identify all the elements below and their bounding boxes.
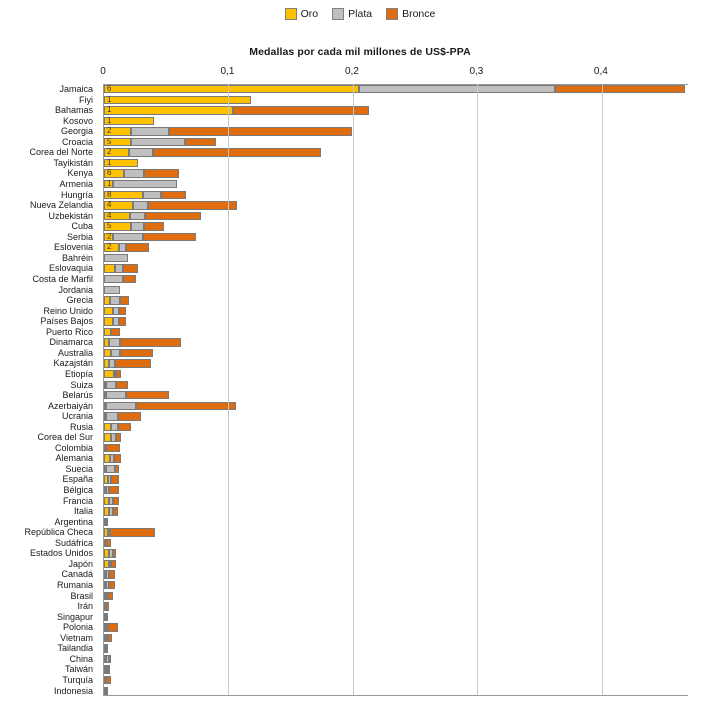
bar-row bbox=[104, 191, 186, 199]
bar-value-label: 5 bbox=[107, 136, 112, 146]
bar-value-label: 2 bbox=[107, 126, 112, 136]
category-label: Suiza bbox=[70, 379, 93, 390]
bar-row bbox=[104, 391, 169, 399]
bar-segment-bronce bbox=[120, 349, 152, 357]
bar-segment-plata bbox=[104, 254, 128, 262]
bar-row bbox=[104, 233, 196, 241]
category-label: Taiwán bbox=[64, 664, 93, 675]
bar-value-label: 4 bbox=[107, 210, 112, 220]
bar-row bbox=[104, 328, 120, 336]
bar-segment-plata bbox=[113, 180, 178, 188]
bar-segment-plata bbox=[106, 465, 115, 473]
category-label: Argentina bbox=[54, 516, 93, 527]
gridline bbox=[477, 84, 478, 695]
bar-value-label: 2 bbox=[107, 242, 112, 252]
bar-segment-bronce bbox=[143, 233, 197, 241]
bar-value-label: 6 bbox=[107, 84, 112, 94]
category-label: Reino Unido bbox=[43, 305, 93, 316]
bar-segment-bronce bbox=[113, 549, 117, 557]
bar-segment-bronce bbox=[120, 296, 129, 304]
bar-row bbox=[104, 560, 116, 568]
legend-label: Bronce bbox=[402, 8, 436, 20]
bar-segment-oro bbox=[104, 328, 111, 336]
category-label: Costa de Marfil bbox=[32, 273, 93, 284]
gridline bbox=[353, 84, 354, 695]
bar-row bbox=[104, 148, 321, 156]
bar-segment-bronce bbox=[126, 243, 148, 251]
bar-row bbox=[104, 402, 236, 410]
bar-segment-bronce bbox=[116, 433, 121, 441]
bar-value-label: 8 bbox=[107, 189, 112, 199]
bar-row bbox=[104, 528, 155, 536]
bar-segment-bronce bbox=[233, 106, 369, 114]
category-label: Armenia bbox=[59, 179, 93, 190]
bar-segment-bronce bbox=[109, 486, 119, 494]
category-label: Bélgica bbox=[63, 485, 93, 496]
bar-row bbox=[104, 106, 369, 114]
category-label: Grecia bbox=[66, 295, 93, 306]
category-label: Turquía bbox=[62, 674, 93, 685]
category-label: España bbox=[62, 474, 93, 485]
bar-row bbox=[104, 212, 201, 220]
chart-legend bbox=[0, 8, 720, 20]
category-label: Francia bbox=[62, 495, 93, 506]
category-label: Tailandia bbox=[57, 643, 93, 654]
bar-value-label: 4 bbox=[107, 200, 112, 210]
bar-segment-plata bbox=[143, 191, 162, 199]
gridline bbox=[602, 84, 603, 695]
bar-segment-bronce bbox=[113, 507, 118, 515]
bar-row bbox=[104, 613, 108, 621]
category-label: Belarús bbox=[62, 390, 93, 401]
bar-segment-bronce bbox=[110, 528, 155, 536]
bar-segment-bronce bbox=[144, 169, 179, 177]
bar-segment-plata bbox=[106, 518, 108, 526]
bar-value-label: 1 bbox=[107, 157, 112, 167]
bar-row bbox=[104, 676, 111, 684]
bar-row bbox=[104, 169, 179, 177]
bar-segment-plata bbox=[111, 349, 120, 357]
category-label: Cuba bbox=[71, 221, 93, 232]
bar-segment-oro bbox=[104, 433, 111, 441]
bar-segment-bronce bbox=[126, 391, 168, 399]
bar-segment-bronce bbox=[106, 687, 108, 695]
bar-segment-bronce bbox=[109, 581, 115, 589]
bar-row bbox=[104, 623, 118, 631]
bar-segment-plata bbox=[131, 222, 143, 230]
bar-segment-plata bbox=[119, 243, 126, 251]
bar-segment-bronce bbox=[106, 644, 108, 652]
bar-segment-bronce bbox=[109, 570, 115, 578]
category-label: Países Bajos bbox=[40, 316, 93, 327]
bar-value-label: 5 bbox=[107, 221, 112, 231]
bar-row bbox=[104, 275, 136, 283]
category-label: Vietnam bbox=[60, 632, 93, 643]
bar-segment-oro bbox=[104, 117, 154, 125]
bar-row bbox=[104, 338, 181, 346]
category-label: Canadá bbox=[61, 569, 93, 580]
bar-row bbox=[104, 317, 126, 325]
bar-segment-plata bbox=[104, 275, 123, 283]
bar-row bbox=[104, 370, 121, 378]
bar-segment-plata bbox=[106, 412, 117, 420]
bar-segment-plata bbox=[104, 286, 120, 294]
x-tick-label: 0 bbox=[100, 66, 106, 77]
bar-value-label: 2 bbox=[107, 147, 112, 157]
bar-segment-bronce bbox=[123, 264, 138, 272]
bar-segment-plata bbox=[131, 138, 185, 146]
category-label: Georgia bbox=[60, 126, 93, 137]
category-label: Nueva Zelandia bbox=[29, 200, 93, 211]
category-label: Tayikistán bbox=[53, 157, 93, 168]
bar-segment-bronce bbox=[106, 539, 111, 547]
bar-row bbox=[104, 634, 112, 642]
bar-segment-bronce bbox=[148, 201, 238, 209]
category-label: Irán bbox=[77, 601, 93, 612]
bar-segment-bronce bbox=[144, 222, 164, 230]
bar-segment-bronce bbox=[108, 623, 118, 631]
bar-row bbox=[104, 359, 151, 367]
bar-segment-bronce bbox=[123, 275, 137, 283]
bar-row bbox=[104, 486, 119, 494]
category-label: Australia bbox=[57, 347, 93, 358]
bar-row bbox=[104, 687, 108, 695]
category-label: Singapur bbox=[56, 611, 93, 622]
bar-segment-plata bbox=[106, 402, 136, 410]
bar-segment-plata bbox=[133, 201, 148, 209]
bar-segment-bronce bbox=[118, 423, 132, 431]
bar-segment-bronce bbox=[119, 307, 126, 315]
bar-segment-plata bbox=[113, 233, 143, 241]
category-label: Indonesia bbox=[53, 685, 93, 696]
bar-segment-bronce bbox=[114, 454, 121, 462]
bar-row bbox=[104, 465, 119, 473]
category-label: Kazajstán bbox=[53, 358, 93, 369]
category-label: Suecia bbox=[65, 463, 93, 474]
bar-row bbox=[104, 222, 164, 230]
category-label: Croacia bbox=[61, 136, 93, 147]
category-label: Etiopía bbox=[64, 368, 93, 379]
legend-swatch-icon bbox=[332, 8, 344, 20]
category-label: Kenya bbox=[67, 168, 93, 179]
bar-segment-bronce bbox=[108, 665, 110, 673]
legend-item bbox=[386, 8, 435, 20]
bar-row bbox=[104, 570, 115, 578]
x-tick-label: 0,1 bbox=[220, 66, 235, 77]
category-label: Estados Unidos bbox=[29, 548, 93, 559]
bar-value-label: 6 bbox=[107, 168, 112, 178]
bar-row bbox=[104, 581, 115, 589]
x-tick-label: 0,4 bbox=[593, 66, 608, 77]
bar-segment-bronce bbox=[116, 381, 127, 389]
bar-segment-oro bbox=[104, 317, 113, 325]
bar-segment-bronce bbox=[136, 402, 236, 410]
bar-row bbox=[104, 433, 121, 441]
bar-value-label: 1 bbox=[107, 105, 112, 115]
bar-segment-plata bbox=[106, 381, 116, 389]
bar-segment-oro bbox=[104, 370, 114, 378]
category-label: Brasil bbox=[70, 590, 93, 601]
category-label: República Checa bbox=[24, 527, 93, 538]
bar-segment-bronce bbox=[106, 444, 120, 452]
bar-segment-oro bbox=[104, 106, 233, 114]
category-label: Sudáfrica bbox=[54, 537, 93, 548]
bar-row bbox=[104, 497, 119, 505]
bar-row bbox=[104, 454, 121, 462]
x-tick-label: 0,3 bbox=[469, 66, 484, 77]
gridline bbox=[228, 84, 229, 695]
category-label: Bahréin bbox=[61, 252, 93, 263]
bar-segment-bronce bbox=[106, 676, 111, 684]
bar-row bbox=[104, 507, 118, 515]
category-label: Jordania bbox=[58, 284, 93, 295]
bar-row bbox=[104, 665, 110, 673]
bar-segment-bronce bbox=[161, 191, 186, 199]
bar-segment-oro bbox=[104, 349, 111, 357]
bar-segment-bronce bbox=[115, 359, 151, 367]
bar-row bbox=[104, 655, 111, 663]
legend-swatch-icon bbox=[386, 8, 398, 20]
legend-label: Oro bbox=[300, 8, 319, 20]
bar-segment-plata bbox=[106, 613, 108, 621]
bar-segment-bronce bbox=[185, 138, 216, 146]
bar-segment-bronce bbox=[111, 328, 120, 336]
bar-row bbox=[104, 201, 237, 209]
bar-row bbox=[104, 286, 120, 294]
bar-segment-bronce bbox=[106, 602, 108, 610]
category-label: Alemania bbox=[55, 453, 93, 464]
bar-segment-bronce bbox=[120, 338, 181, 346]
category-label: Corea del Norte bbox=[29, 147, 93, 158]
bar-segment-plata bbox=[110, 296, 120, 304]
bar-row bbox=[104, 602, 109, 610]
bar-segment-bronce bbox=[145, 212, 201, 220]
bar-row bbox=[104, 180, 177, 188]
bar-segment-plata bbox=[129, 148, 153, 156]
bar-segment-bronce bbox=[555, 85, 686, 93]
bar-segment-oro bbox=[104, 423, 111, 431]
bar-row bbox=[104, 264, 138, 272]
legend-item bbox=[285, 8, 319, 20]
bar-segment-plata bbox=[106, 391, 126, 399]
bar-value-label: 2 bbox=[107, 231, 112, 241]
category-label: Rumania bbox=[56, 579, 93, 590]
category-label: Bahamas bbox=[54, 105, 93, 116]
bar-segment-plata bbox=[359, 85, 554, 93]
bar-segment-plata bbox=[131, 127, 168, 135]
x-tick-label: 0,2 bbox=[344, 66, 359, 77]
category-label: Italia bbox=[73, 506, 93, 517]
legend-swatch-icon bbox=[285, 8, 297, 20]
category-label: Kosovo bbox=[62, 115, 93, 126]
bar-row bbox=[104, 349, 153, 357]
bar-value-label: 1 bbox=[107, 115, 112, 125]
chart-title: Medallas por cada mil millones de US$-PPA bbox=[249, 46, 471, 58]
category-label: Jamaica bbox=[59, 84, 93, 95]
legend-item bbox=[332, 8, 372, 20]
category-label: Polonia bbox=[62, 622, 93, 633]
category-label: Azerbaiyán bbox=[47, 400, 93, 411]
bar-row bbox=[104, 518, 108, 526]
bar-row bbox=[104, 307, 126, 315]
bar-row bbox=[104, 138, 216, 146]
bar-segment-bronce bbox=[113, 497, 119, 505]
bar-row bbox=[104, 85, 685, 93]
bar-segment-bronce bbox=[109, 655, 111, 663]
category-label: Fiyi bbox=[79, 94, 93, 105]
bar-value-label: 1 bbox=[107, 179, 112, 189]
bar-segment-oro bbox=[104, 264, 115, 272]
bar-row bbox=[104, 412, 141, 420]
bar-segment-bronce bbox=[118, 412, 142, 420]
bar-segment-bronce bbox=[116, 370, 121, 378]
bar-segment-bronce bbox=[169, 127, 352, 135]
category-axis-labels bbox=[0, 84, 99, 696]
category-label: Colombia bbox=[54, 442, 93, 453]
bar-segment-bronce bbox=[108, 634, 112, 642]
bar-row bbox=[104, 423, 131, 431]
bar-segment-plata bbox=[115, 264, 122, 272]
category-label: Eslovenia bbox=[53, 242, 93, 253]
bar-segment-bronce bbox=[119, 317, 126, 325]
bar-row bbox=[104, 592, 113, 600]
category-label: Corea del Sur bbox=[37, 432, 93, 443]
category-label: Eslovaquia bbox=[48, 263, 93, 274]
bar-row bbox=[104, 444, 120, 452]
bar-row bbox=[104, 549, 116, 557]
bar-row bbox=[104, 254, 128, 262]
bar-row bbox=[104, 296, 129, 304]
plot-area bbox=[103, 84, 688, 696]
bar-segment-bronce bbox=[111, 560, 116, 568]
category-label: Puerto Rico bbox=[45, 326, 93, 337]
bar-row bbox=[104, 381, 128, 389]
bar-segment-plata bbox=[124, 169, 144, 177]
bar-segment-bronce bbox=[115, 465, 119, 473]
bar-segment-oro bbox=[104, 85, 359, 93]
category-label: Serbia bbox=[66, 231, 93, 242]
bar-segment-oro bbox=[104, 307, 113, 315]
category-label: Japón bbox=[68, 558, 93, 569]
bar-value-label: 1 bbox=[107, 94, 112, 104]
category-label: Dinamarca bbox=[49, 337, 93, 348]
bar-row bbox=[104, 644, 108, 652]
category-label: Rusia bbox=[69, 421, 93, 432]
bar-segment-bronce bbox=[111, 475, 118, 483]
bar-row bbox=[104, 117, 154, 125]
legend-label: Plata bbox=[348, 8, 373, 20]
category-label: Hungría bbox=[60, 189, 93, 200]
bar-segment-plata bbox=[130, 212, 145, 220]
category-label: China bbox=[69, 653, 93, 664]
bar-segment-bronce bbox=[108, 592, 113, 600]
bar-segment-plata bbox=[109, 338, 120, 346]
category-label: Ucrania bbox=[61, 411, 93, 422]
bar-row bbox=[104, 475, 119, 483]
category-label: Uzbekistán bbox=[48, 210, 93, 221]
bar-segment-bronce bbox=[153, 148, 321, 156]
bar-row bbox=[104, 539, 111, 547]
